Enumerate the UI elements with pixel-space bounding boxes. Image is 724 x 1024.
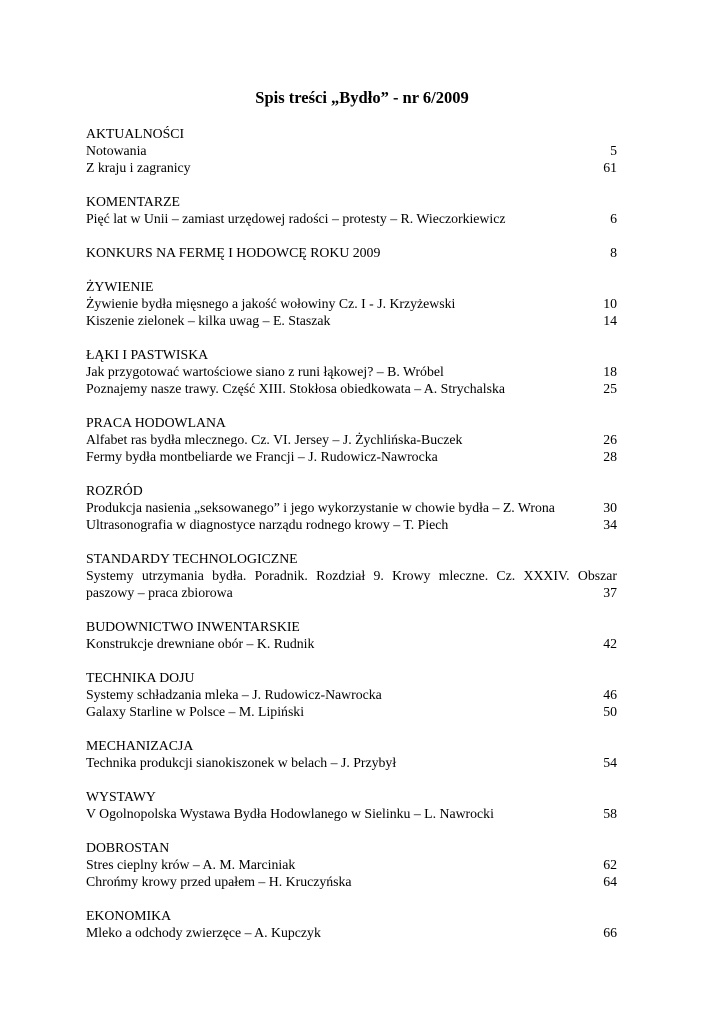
toc-section <box>86 278 617 329</box>
page-number: 64 <box>603 874 617 889</box>
page-number: 25 <box>603 381 617 396</box>
entry-title: Technika produkcji sianokiszonek w belach – J. Przybył <box>86 755 397 770</box>
section-heading: KOMENTARZE <box>86 194 180 209</box>
toc-section <box>86 482 617 533</box>
toc-entry <box>86 295 617 312</box>
section-heading: WYSTAWY <box>86 789 156 804</box>
page-number: 5 <box>610 143 617 158</box>
entry-title: Galaxy Starline w Polsce – M. Lipiński <box>86 704 305 719</box>
entry-title: Żywienie bydła mięsnego a jakość wołowiny Cz. I - J. Krzyżewski <box>86 296 456 311</box>
section-heading: AKTUALNOŚCI <box>86 126 185 141</box>
page-number: 61 <box>603 160 617 175</box>
page-number: 50 <box>603 704 617 719</box>
toc-entry <box>86 856 617 873</box>
entry-title: Poznajemy nasze trawy. Część XIII. Stokłosa obiedkowata – A. Strychalska <box>86 381 506 396</box>
page-number: 28 <box>603 449 617 464</box>
entry-title: Jak przygotować wartościowe siano z runi łąkowej? – B. Wróbel <box>86 364 444 379</box>
section-heading: TECHNIKA DOJU <box>86 670 195 685</box>
section-heading: ROZRÓD <box>86 483 143 498</box>
page-number: 37 <box>603 585 617 600</box>
page-number: 30 <box>603 500 617 515</box>
toc-entry <box>86 754 617 771</box>
section-heading: MECHANIZACJA <box>86 738 194 753</box>
section-heading: ŁĄKI I PASTWISKA <box>86 347 209 362</box>
entry-title: Systemy schładzania mleka – J. Rudowicz-Nawrocka <box>86 687 382 702</box>
toc-entry <box>86 805 617 822</box>
section-heading-row <box>86 244 617 261</box>
section-heading: STANDARDY TECHNOLOGICZNE <box>86 551 298 566</box>
section-heading: PRACA HODOWLANA <box>86 415 226 430</box>
toc-entry <box>86 363 617 380</box>
toc-entry <box>86 499 617 516</box>
page-number: 14 <box>603 313 617 328</box>
document-title: Spis treści „Bydło” - nr 6/2009 <box>255 88 469 107</box>
toc-entry <box>86 312 617 329</box>
toc-section <box>86 618 617 652</box>
toc-entry <box>86 448 617 465</box>
entry-title: Mleko a odchody zwierzęce – A. Kupczyk <box>86 925 321 940</box>
toc-entry <box>86 159 617 176</box>
table-of-contents <box>86 125 617 958</box>
section-heading: ŻYWIENIE <box>86 279 154 294</box>
toc-section <box>86 193 617 227</box>
page-number: 66 <box>603 925 617 940</box>
page-number: 46 <box>603 687 617 702</box>
toc-section <box>86 244 617 261</box>
toc-entry <box>86 142 617 159</box>
page-number: 18 <box>603 364 617 379</box>
page-number: 8 <box>610 245 617 260</box>
entry-title: Kiszenie zielonek – kilka uwag – E. Staszak <box>86 313 331 328</box>
entry-title: Fermy bydła montbeliarde we Francji – J. Rudowicz-Nawrocka <box>86 449 438 464</box>
toc-section <box>86 414 617 465</box>
page-number: 10 <box>603 296 617 311</box>
page-number: 6 <box>610 211 617 226</box>
entry-title: Pięć lat w Unii – zamiast urzędowej radości – protesty – R. Wieczorkiewicz <box>86 211 506 226</box>
toc-section <box>86 788 617 822</box>
toc-section <box>86 125 617 176</box>
entry-title-continuation: paszowy – praca zbiorowa <box>86 585 233 600</box>
toc-entry <box>86 635 617 652</box>
page-number: 62 <box>603 857 617 872</box>
toc-section <box>86 669 617 720</box>
section-heading: KONKURS NA FERMĘ I HODOWCĘ ROKU 2009 <box>86 245 381 260</box>
page-number: 54 <box>603 755 617 770</box>
entry-title: Alfabet ras bydła mlecznego. Cz. VI. Jersey – J. Żychlińska-Buczek <box>86 432 463 447</box>
toc-section <box>86 346 617 397</box>
page-number: 58 <box>603 806 617 821</box>
toc-section <box>86 839 617 890</box>
entry-title: Produkcja nasienia „seksowanego” i jego wykorzystanie w chowie bydła – Z. Wrona <box>86 500 555 515</box>
page-number: 34 <box>603 517 617 532</box>
toc-section <box>86 907 617 941</box>
entry-title: V Ogolnopolska Wystawa Bydła Hodowlanego w Sielinku – L. Nawrocki <box>86 806 494 821</box>
page-number: 42 <box>603 636 617 651</box>
toc-entry <box>86 686 617 703</box>
toc-entry <box>86 516 617 533</box>
entry-title: Ultrasonografia w diagnostyce narządu rodnego krowy – T. Piech <box>86 517 449 532</box>
toc-entry <box>86 873 617 890</box>
toc-section <box>86 737 617 771</box>
entry-title: Z kraju i zagranicy <box>86 160 191 175</box>
entry-title: Systemy utrzymania bydła. Poradnik. Rozdział 9. Krowy mleczne. Cz. XXXIV. Obszar <box>86 568 617 583</box>
toc-entry <box>86 924 617 941</box>
page-number: 26 <box>603 432 617 447</box>
toc-entry <box>86 380 617 397</box>
entry-title-continuation-row <box>86 584 617 601</box>
toc-entry <box>86 210 617 227</box>
entry-title: Notowania <box>86 143 147 158</box>
toc-section <box>86 550 617 601</box>
toc-entry <box>86 431 617 448</box>
section-heading: DOBROSTAN <box>86 840 170 855</box>
section-heading: BUDOWNICTWO INWENTARSKIE <box>86 619 300 634</box>
entry-title: Konstrukcje drewniane obór – K. Rudnik <box>86 636 315 651</box>
entry-title: Stres cieplny krów – A. M. Marciniak <box>86 857 296 872</box>
entry-title: Chrońmy krowy przed upałem – H. Kruczyńska <box>86 874 352 889</box>
section-heading: EKONOMIKA <box>86 908 172 923</box>
toc-entry <box>86 703 617 720</box>
toc-entry <box>86 567 617 601</box>
